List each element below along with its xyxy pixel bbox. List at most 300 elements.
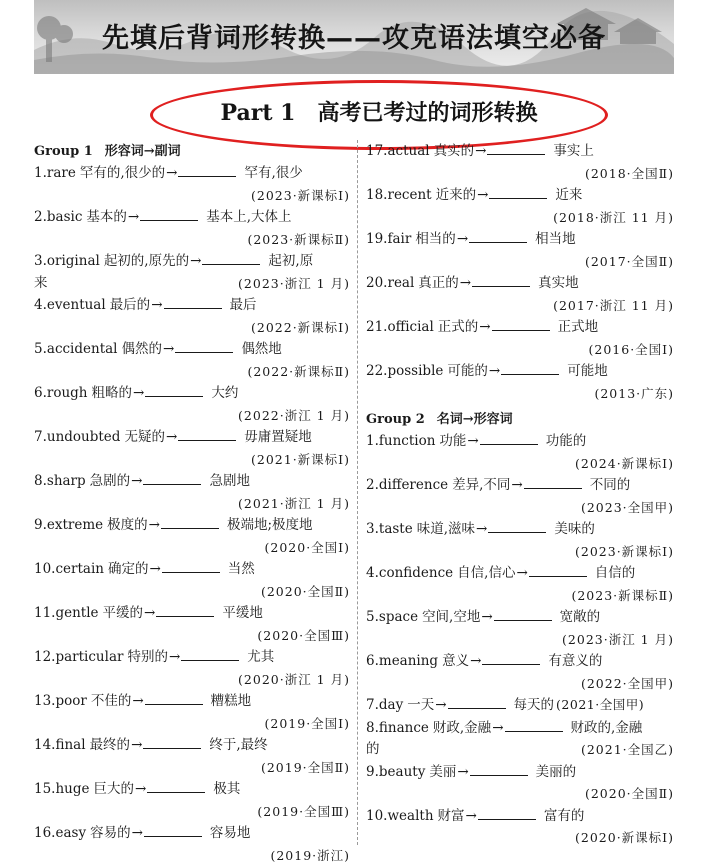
exercise-item: [366, 316, 678, 360]
exercise-item: [366, 717, 678, 761]
answer-blank[interactable]: [492, 316, 550, 331]
exercise-item: [34, 558, 354, 602]
arrow-icon: →: [475, 143, 486, 159]
word-meaning: 容易的: [90, 825, 131, 841]
target-meaning: 正式地: [558, 319, 599, 335]
answer-blank[interactable]: [181, 646, 239, 661]
arrow-icon: →: [131, 473, 142, 489]
exercise-item: [34, 250, 354, 294]
word-meaning: 最终的: [90, 737, 131, 753]
answer-blank[interactable]: [501, 360, 559, 375]
word-meaning: 美丽: [429, 764, 456, 780]
answer-blank[interactable]: [161, 514, 219, 529]
target-meaning: 自信的: [595, 565, 636, 581]
word-meaning: 极度的: [107, 517, 148, 533]
exam-source: (2019·全国Ⅰ): [34, 713, 354, 735]
right-column: [366, 140, 678, 849]
arrow-icon: →: [457, 764, 468, 780]
target-meaning: 极端地;极度地: [227, 517, 313, 533]
exam-source: (2020·全国Ⅱ): [366, 783, 678, 805]
item-number: 16.: [34, 825, 55, 841]
arrow-icon: →: [166, 165, 177, 181]
answer-blank[interactable]: [489, 184, 547, 199]
word-meaning: 可能的: [447, 363, 488, 379]
column-divider: [357, 140, 358, 845]
arrow-icon: →: [477, 187, 488, 203]
source-word: undoubted: [47, 429, 121, 445]
target-meaning: 最后: [230, 297, 257, 313]
item-number: 19.: [366, 231, 387, 247]
item-number: 4.: [366, 565, 379, 581]
word-meaning: 最后的: [110, 297, 151, 313]
target-meaning-cont: 的: [366, 739, 380, 761]
exercise-item: [366, 761, 678, 805]
target-meaning: 功能的: [546, 433, 587, 449]
exam-source: (2020·全国Ⅱ): [34, 581, 354, 603]
word-meaning: 差异,不同: [452, 477, 510, 493]
target-meaning: 真实地: [538, 275, 579, 291]
answer-blank[interactable]: [175, 338, 233, 353]
answer-blank[interactable]: [143, 470, 201, 485]
source-word: final: [55, 737, 85, 753]
exercise-item: [366, 805, 678, 849]
source-word: wealth: [387, 808, 433, 824]
exam-source: (2016·全国Ⅰ): [366, 339, 678, 361]
exercise-item: [34, 382, 354, 426]
item-number: 2.: [34, 209, 47, 225]
item-line: [366, 717, 678, 740]
target-meaning: 不同的: [590, 477, 631, 493]
word-meaning: 相当的: [415, 231, 456, 247]
header-banner: [34, 0, 674, 74]
item-number: 17.: [366, 143, 387, 159]
exercise-item: [34, 734, 354, 778]
word-meaning: 基本的: [86, 209, 127, 225]
item-line: [34, 470, 354, 493]
exam-source: (2019·浙江): [34, 845, 354, 866]
arrow-icon: →: [467, 433, 478, 449]
exercise-item: [34, 426, 354, 470]
arrow-icon: →: [149, 561, 160, 577]
arrow-icon: →: [151, 297, 162, 313]
target-meaning-cont: 来: [34, 273, 48, 295]
arrow-icon: →: [135, 781, 146, 797]
item-number: 20.: [366, 275, 387, 291]
source-word: space: [379, 609, 418, 625]
exam-source: (2020·浙江 1 月): [34, 669, 354, 691]
source-word: original: [47, 253, 100, 269]
item-number: 1.: [366, 433, 379, 449]
exam-source: (2023·新课标Ⅰ): [34, 185, 354, 207]
source-word: difference: [379, 477, 448, 493]
word-meaning: 偶然的: [122, 341, 163, 357]
answer-blank[interactable]: [178, 162, 236, 177]
source-word: real: [387, 275, 414, 291]
source-word: beauty: [379, 764, 425, 780]
exercise-item: [366, 228, 678, 272]
exercise-item: [366, 430, 678, 474]
exam-source: (2022·新课标Ⅰ): [34, 317, 354, 339]
arrow-icon: →: [435, 697, 446, 713]
arrow-icon: →: [190, 253, 201, 269]
exam-source: (2023·浙江 1 月): [366, 629, 678, 651]
exam-source: (2023·新课标Ⅰ): [366, 541, 678, 563]
item-line: [366, 518, 678, 541]
item-line: [366, 805, 678, 828]
arrow-icon: →: [479, 319, 490, 335]
arrow-icon: →: [132, 693, 143, 709]
exam-source: (2023·浙江 1 月): [238, 273, 354, 295]
word-meaning: 起初的,原先的: [104, 253, 189, 269]
target-meaning: 事实上: [553, 143, 594, 159]
arrow-icon: →: [492, 720, 503, 736]
exercise-item: [366, 694, 678, 717]
exam-source: (2022·全国甲): [366, 673, 678, 695]
arrow-icon: →: [476, 521, 487, 537]
target-meaning: 相当地: [535, 231, 576, 247]
item-number: 15.: [34, 781, 55, 797]
item-line: [366, 272, 678, 295]
source-word: day: [379, 697, 403, 713]
item-number: 13.: [34, 693, 55, 709]
word-meaning: 特别的: [127, 649, 168, 665]
item-number: 6.: [34, 385, 47, 401]
word-meaning: 巨大的: [94, 781, 135, 797]
answer-blank[interactable]: [505, 717, 563, 732]
word-meaning: 真实的: [434, 143, 475, 159]
item-line: [366, 316, 678, 339]
item-line: [366, 761, 678, 784]
item-number: 4.: [34, 297, 47, 313]
answer-blank[interactable]: [162, 558, 220, 573]
answer-blank[interactable]: [482, 650, 540, 665]
exam-source: (2021·新课标Ⅰ): [34, 449, 354, 471]
answer-blank[interactable]: [487, 140, 545, 155]
arrow-icon: →: [166, 429, 177, 445]
word-meaning: 正式的: [438, 319, 479, 335]
target-meaning: 糟糕地: [211, 693, 252, 709]
item-number: 21.: [366, 319, 387, 335]
exam-source: (2020·新课标Ⅰ): [366, 827, 678, 849]
target-meaning: 基本上,大体上: [206, 209, 291, 225]
answer-blank[interactable]: [145, 690, 203, 705]
arrow-icon: →: [481, 609, 492, 625]
exam-source: (2013·广东): [366, 383, 678, 405]
target-meaning: 罕有,很少: [244, 165, 302, 181]
answer-blank[interactable]: [448, 694, 506, 709]
arrow-icon: →: [516, 565, 527, 581]
item-line: [34, 426, 354, 449]
group-title: 形容词→副词: [105, 144, 181, 159]
left-column: [34, 140, 354, 866]
source-word: official: [387, 319, 433, 335]
item-number: 10.: [34, 561, 55, 577]
source-word: function: [379, 433, 436, 449]
group-1-header: [34, 142, 354, 162]
exam-source: (2021·全国甲): [556, 697, 644, 712]
exercise-item: [34, 778, 354, 822]
exercise-item: [34, 646, 354, 690]
answer-blank[interactable]: [145, 382, 203, 397]
exercise-item: [34, 338, 354, 382]
source-word: rare: [47, 165, 76, 181]
target-meaning: 尤其: [247, 649, 274, 665]
exercise-item: [366, 650, 678, 694]
arrow-icon: →: [128, 209, 139, 225]
word-meaning: 粗略的: [92, 385, 133, 401]
item-line: [34, 514, 354, 537]
target-meaning: 每天的: [514, 697, 555, 713]
answer-blank[interactable]: [140, 206, 198, 221]
item-number: 5.: [34, 341, 47, 357]
part-heading: [150, 96, 608, 127]
target-meaning: 大约: [211, 385, 238, 401]
arrow-icon: →: [466, 808, 477, 824]
item-line: [34, 206, 354, 229]
item-line: [366, 694, 678, 717]
item-number: 7.: [366, 697, 379, 713]
source-word: easy: [55, 825, 86, 841]
word-meaning: 功能: [439, 433, 466, 449]
target-meaning: 急剧地: [209, 473, 250, 489]
target-meaning: 美味的: [554, 521, 595, 537]
answer-blank[interactable]: [494, 606, 552, 621]
exam-source: (2018·浙江 11 月): [366, 207, 678, 229]
answer-blank[interactable]: [478, 805, 536, 820]
arrow-icon: →: [169, 649, 180, 665]
target-meaning: 近来: [555, 187, 582, 203]
arrow-icon: →: [132, 825, 143, 841]
answer-blank[interactable]: [147, 778, 205, 793]
arrow-icon: →: [131, 737, 142, 753]
exam-source: (2022·浙江 1 月): [34, 405, 354, 427]
exam-source: (2024·新课标Ⅰ): [366, 453, 678, 475]
exercise-item: [34, 206, 354, 250]
target-meaning: 财政的,金融: [571, 720, 643, 736]
item-number: 10.: [366, 808, 387, 824]
arrow-icon: →: [149, 517, 160, 533]
source-word: actual: [387, 143, 429, 159]
answer-blank[interactable]: [524, 474, 582, 489]
answer-blank[interactable]: [164, 294, 222, 309]
answer-blank[interactable]: [156, 602, 214, 617]
exercise-item: [34, 294, 354, 338]
word-meaning: 近来的: [436, 187, 477, 203]
target-meaning: 毋庸置疑地: [244, 429, 312, 445]
word-meaning: 真正的: [418, 275, 459, 291]
word-meaning: 罕有的,很少的: [80, 165, 165, 181]
arrow-icon: →: [489, 363, 500, 379]
exercise-item: [366, 184, 678, 228]
item-number: 8.: [366, 720, 379, 736]
item-line: [34, 602, 354, 625]
word-meaning: 味道,滋味: [417, 521, 475, 537]
exercise-item: [34, 822, 354, 866]
exam-source: (2019·全国Ⅱ): [34, 757, 354, 779]
exercise-item: [366, 140, 678, 184]
target-meaning: 富有的: [544, 808, 585, 824]
answer-blank[interactable]: [529, 562, 587, 577]
arrow-icon: →: [133, 385, 144, 401]
target-meaning: 平缓地: [222, 605, 263, 621]
arrow-icon: →: [144, 605, 155, 621]
source-word: taste: [379, 521, 413, 537]
item-number: 1.: [34, 165, 47, 181]
word-meaning: 自信,信心: [457, 565, 515, 581]
exercise-item: [366, 606, 678, 650]
item-line: [34, 338, 354, 361]
exam-source: (2021·全国乙): [581, 739, 678, 761]
word-meaning: 一天: [407, 697, 434, 713]
target-meaning: 宽敞的: [560, 609, 601, 625]
source-word: recent: [387, 187, 431, 203]
exercise-item: [34, 162, 354, 206]
item-line: [366, 562, 678, 585]
exam-source: (2023·新课标Ⅱ): [366, 585, 678, 607]
exercise-item: [34, 690, 354, 734]
exam-source: (2020·全国Ⅰ): [34, 537, 354, 559]
answer-blank[interactable]: [469, 228, 527, 243]
item-number: 11.: [34, 605, 55, 621]
source-word: fair: [387, 231, 411, 247]
item-line: [34, 294, 354, 317]
answer-blank[interactable]: [480, 430, 538, 445]
part-title-text: 高考已考过的词形转换: [317, 100, 537, 126]
source-word: rough: [47, 385, 88, 401]
answer-blank[interactable]: [143, 734, 201, 749]
answer-blank[interactable]: [472, 272, 530, 287]
banner-title: 先填后背词形转换——攻克语法填空必备: [34, 16, 674, 55]
group-label: Group 2: [366, 412, 425, 427]
item-line: [34, 822, 354, 845]
item-line: [34, 690, 354, 713]
item-line: [366, 606, 678, 629]
source-word: basic: [47, 209, 83, 225]
source-word: accidental: [47, 341, 118, 357]
item-number: 18.: [366, 187, 387, 203]
group-label: Group 1: [34, 144, 93, 159]
item-continuation: [34, 273, 354, 295]
item-number: 3.: [34, 253, 47, 269]
source-word: particular: [55, 649, 123, 665]
item-number: 9.: [366, 764, 379, 780]
item-line: [366, 650, 678, 673]
exam-source: (2017·浙江 11 月): [366, 295, 678, 317]
exercise-item: [366, 562, 678, 606]
exercise-item: [34, 514, 354, 558]
exercise-item: [34, 602, 354, 646]
item-line: [366, 430, 678, 453]
word-meaning: 意义: [442, 653, 469, 669]
source-word: eventual: [47, 297, 106, 313]
item-number: 14.: [34, 737, 55, 753]
arrow-icon: →: [470, 653, 481, 669]
item-line: [366, 184, 678, 207]
part-label: Part 1: [221, 100, 296, 126]
item-line: [34, 646, 354, 669]
item-line: [366, 360, 678, 383]
target-meaning: 容易地: [210, 825, 251, 841]
exercise-item: [366, 518, 678, 562]
target-meaning: 起初,原: [268, 253, 313, 269]
item-continuation: [366, 739, 678, 761]
answer-blank[interactable]: [488, 518, 546, 533]
item-line: [366, 140, 678, 163]
item-line: [34, 558, 354, 581]
group-2-header: [366, 410, 678, 430]
item-line: [34, 250, 354, 273]
target-meaning: 可能地: [567, 363, 608, 379]
answer-blank[interactable]: [144, 822, 202, 837]
word-meaning: 平缓的: [103, 605, 144, 621]
item-number: 9.: [34, 517, 47, 533]
target-meaning: 偶然地: [241, 341, 282, 357]
arrow-icon: →: [163, 341, 174, 357]
item-number: 2.: [366, 477, 379, 493]
item-number: 12.: [34, 649, 55, 665]
target-meaning: 美丽的: [536, 764, 577, 780]
item-number: 6.: [366, 653, 379, 669]
target-meaning: 有意义的: [548, 653, 602, 669]
exam-source: (2019·全国Ⅲ): [34, 801, 354, 823]
exam-source: (2022·新课标Ⅱ): [34, 361, 354, 383]
item-line: [366, 474, 678, 497]
answer-blank[interactable]: [178, 426, 236, 441]
item-number: 22.: [366, 363, 387, 379]
target-meaning: 极其: [213, 781, 240, 797]
item-line: [34, 734, 354, 757]
arrow-icon: →: [511, 477, 522, 493]
word-meaning: 财政,金融: [433, 720, 491, 736]
item-line: [34, 162, 354, 185]
word-meaning: 确定的: [108, 561, 149, 577]
item-number: 7.: [34, 429, 47, 445]
exam-source: (2023·全国甲): [366, 497, 678, 519]
source-word: meaning: [379, 653, 438, 669]
source-word: huge: [55, 781, 89, 797]
arrow-icon: →: [457, 231, 468, 247]
exam-source: (2021·浙江 1 月): [34, 493, 354, 515]
exercise-item: [366, 272, 678, 316]
group-title: 名词→形容词: [437, 412, 513, 427]
source-word: confidence: [379, 565, 453, 581]
word-meaning: 无疑的: [124, 429, 165, 445]
exercise-item: [34, 470, 354, 514]
exercise-item: [366, 474, 678, 518]
item-number: 8.: [34, 473, 47, 489]
target-meaning: 当然: [228, 561, 255, 577]
exercise-item: [366, 360, 678, 404]
item-line: [34, 382, 354, 405]
exam-source: (2020·全国Ⅲ): [34, 625, 354, 647]
exam-source: (2017·全国Ⅱ): [366, 251, 678, 273]
word-meaning: 空间,空地: [422, 609, 480, 625]
word-meaning: 不佳的: [91, 693, 132, 709]
exam-source: (2018·全国Ⅱ): [366, 163, 678, 185]
exam-source: (2023·新课标Ⅱ): [34, 229, 354, 251]
source-word: possible: [387, 363, 443, 379]
word-meaning: 财富: [438, 808, 465, 824]
source-word: poor: [55, 693, 86, 709]
item-number: 3.: [366, 521, 379, 537]
item-line: [34, 778, 354, 801]
source-word: certain: [55, 561, 104, 577]
target-meaning: 终于,最终: [209, 737, 267, 753]
arrow-icon: →: [460, 275, 471, 291]
answer-blank[interactable]: [202, 250, 260, 265]
answer-blank[interactable]: [470, 761, 528, 776]
word-meaning: 急剧的: [90, 473, 131, 489]
